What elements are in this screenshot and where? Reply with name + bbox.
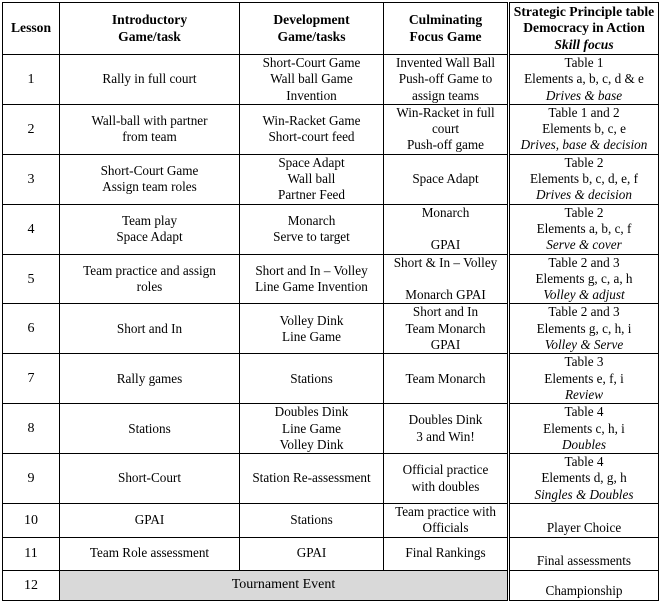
header-introductory-game [60,3,240,55]
culm-line: Officials [422,520,469,536]
table-row [3,104,659,154]
table-row [3,254,659,304]
introductory-game-cell [60,454,240,504]
development-game-cell [240,254,384,304]
header-skill-focus: Skill focus [554,36,614,52]
strategic-principle-cell [509,504,659,538]
strat-line: Table 2 [564,154,604,170]
strat-line: Elements a, b, c, f [536,220,632,236]
strat-line: Elements d, g, h [541,470,627,486]
championship-cell: Championship [509,570,659,600]
culm-line: with doubles [411,478,480,494]
culminating-game-cell [384,254,509,304]
introductory-game-cell [60,537,240,570]
lesson-number-cell: 10 [3,504,60,538]
culminating-game-cell [384,354,509,404]
strat-line: Table 1 [564,55,604,70]
culm-line: Monarch [421,204,470,220]
skill-focus-text: Serve & cover [546,237,622,253]
table-body [3,55,659,601]
introductory-game-cell [60,504,240,538]
lesson-plan-table [2,2,659,601]
culminating-game-cell [384,154,509,204]
header-intro-line: Introductory [111,12,188,28]
development-game-cell [240,304,384,354]
skill-focus-text: Doubles [562,436,606,452]
skill-focus-text: Drives & decision [536,187,632,203]
lesson-number-cell: 11 [3,537,60,570]
culminating-game-cell [384,404,509,454]
lesson-number-cell: 2 [3,104,60,154]
table-row [3,454,659,504]
culminating-game-cell [384,504,509,538]
strat-line: Table 4 [564,404,604,420]
header-strategic-principle [509,3,659,55]
skill-focus-text: Review [564,386,604,402]
strategic-principle-cell [509,304,659,354]
table-row [3,354,659,404]
development-game-cell [240,354,384,404]
culm-line: Team practice with [395,504,496,520]
lesson-number-cell: 4 [3,204,60,254]
intro-line: Team practice and assign [83,262,216,278]
header-strat-line: Strategic Principle table [513,3,655,19]
strat-line: Elements g, c, h, i [536,320,632,336]
table-row [3,204,659,254]
culm-line: Team Monarch [405,370,486,386]
introductory-game-cell [60,55,240,105]
culm-line: Short and In [412,304,479,320]
dev-line: Line Game Invention [255,279,368,294]
strategic-principle-cell [509,354,659,404]
introductory-game-cell [60,354,240,404]
strat-line: Elements e, f, i [544,370,624,386]
intro-line: Team play [121,212,178,228]
header-dev-line: Development [273,12,350,28]
header-culm-line: Focus Game [409,28,482,44]
strat-line: Table 1 and 2 [548,104,620,120]
development-game-cell [240,204,384,254]
development-game-cell [240,104,384,154]
skill-focus-text: Volley & adjust [543,287,625,303]
intro-line: Rally games [116,370,183,386]
strat-line: Elements c, h, i [543,420,625,436]
skill-focus-text: Drives & base [545,87,623,103]
development-game-cell [240,537,384,570]
culm-line: Monarch GPAI [405,287,486,303]
dev-line: Stations [290,370,333,386]
dev-line: GPAI [296,545,327,561]
strategic-principle-cell [509,204,659,254]
table-header-row [3,3,659,55]
culm-line: Official practice [402,462,489,478]
table-row [3,55,659,105]
skill-focus-text: Singles & Doubles [534,486,634,502]
strat-line: Table 3 [564,354,604,370]
introductory-game-cell [60,254,240,304]
intro-line: Short-Court Game [100,162,199,178]
dev-line: Stations [290,512,333,528]
header-culm-line: Culminating [408,12,483,28]
strat-line: Table 2 [564,204,604,220]
strat-line: Elements b, c, e [542,121,626,137]
culminating-game-cell [384,204,509,254]
culminating-game-cell [384,537,509,570]
development-game-cell [240,504,384,538]
lesson-number-cell: 7 [3,354,60,404]
intro-line: roles [136,279,163,294]
culm-line: Invented Wall Ball [395,55,496,70]
strat-line: Elements a, b, c, d & e [524,71,644,87]
dev-line: Short-court feed [268,129,355,145]
strat-line: Table 2 and 3 [548,254,620,270]
strategic-principle-cell [509,454,659,504]
intro-line: Rally in full court [102,71,197,87]
culm-line: Push-off Game to [398,71,493,87]
dev-line: Serve to target [273,229,350,245]
header-dev-line: Game/tasks [277,28,346,44]
strategic-principle-cell [509,254,659,304]
tournament-event-cell: Tournament Event [60,570,509,600]
culm-line: court [431,121,460,137]
skill-focus-text: Drives, base & decision [520,137,648,153]
header-development-game [240,3,384,55]
strat-line: Elements g, c, a, h [535,270,633,286]
strat-line: Table 2 and 3 [548,304,620,320]
culm-line: Push-off game [406,137,485,153]
strategic-principle-cell [509,537,659,570]
table-row [3,304,659,354]
header-strat-line: Democracy in Action [523,20,645,36]
strat-line: Elements b, c, d, e, f [529,171,639,187]
introductory-game-cell [60,104,240,154]
culminating-game-cell [384,104,509,154]
development-game-cell [240,404,384,454]
introductory-game-cell [60,304,240,354]
header-intro-line: Game/task [118,28,181,44]
culm-line: assign teams [411,87,480,103]
dev-line: Volley Dink [279,312,344,328]
intro-line: Stations [128,420,171,436]
culminating-game-cell [384,454,509,504]
dev-line: Invention [286,87,337,103]
dev-line: Short-Court Game [262,55,361,70]
culminating-game-cell [384,55,509,105]
strat-line: Table 4 [564,454,604,470]
introductory-game-cell [60,204,240,254]
intro-line: Assign team roles [102,179,197,195]
culm-line [387,221,504,237]
culm-line: Team Monarch [405,320,486,336]
dev-line: Short and In – Volley [255,262,368,278]
culm-line: Short & In – Volley [393,254,498,270]
dev-line: Station Re-assessment [252,470,371,486]
table-row [3,404,659,454]
dev-line: Line Game [282,420,341,436]
table-row [3,154,659,204]
dev-line: Doubles Dink [274,404,349,420]
dev-line: Win-Racket Game [262,113,361,129]
strat-line: Player Choice [546,520,622,536]
dev-line: Wall ball [287,171,336,187]
strategic-principle-cell [509,55,659,105]
dev-line: Volley Dink [279,436,344,452]
strategic-principle-cell [509,404,659,454]
development-game-cell [240,55,384,105]
culminating-game-cell [384,304,509,354]
intro-line: Wall-ball with partner [91,113,208,129]
strategic-principle-cell [509,104,659,154]
dev-line: Space Adapt [278,154,345,170]
culm-line: Final Rankings [405,545,486,561]
development-game-cell [240,154,384,204]
intro-line: Space Adapt [116,229,183,245]
culm-line: 3 and Win! [416,428,475,444]
skill-focus-text: Volley & Serve [544,337,624,353]
dev-line: Wall ball Game [270,71,353,87]
intro-line: Short-Court [117,470,181,486]
intro-line: GPAI [134,512,165,528]
strat-line: Final assessments [536,553,632,569]
intro-line: Short and In [116,320,183,336]
intro-line: from team [122,129,177,145]
lesson-number-cell: 1 [3,55,60,105]
lesson-number-cell: 3 [3,154,60,204]
development-game-cell [240,454,384,504]
culm-line: GPAI [430,237,461,253]
lesson-number-cell: 6 [3,304,60,354]
header-lesson: Lesson [3,3,60,55]
culm-line: Win-Racket in full [396,104,495,120]
lesson-number-cell: 12 [3,570,60,600]
introductory-game-cell [60,154,240,204]
culm-line: GPAI [430,337,461,353]
intro-line: Team Role assessment [89,545,210,561]
dev-line: Partner Feed [277,187,345,203]
dev-line: Monarch [287,212,336,228]
header-culminating-game [384,3,509,55]
lesson-number-cell: 5 [3,254,60,304]
culm-line: Space Adapt [412,171,479,187]
introductory-game-cell [60,404,240,454]
strategic-principle-cell [509,154,659,204]
table-row [3,504,659,538]
culm-line [387,271,504,287]
culm-line: Doubles Dink [408,412,483,428]
dev-line: Line Game [282,328,341,344]
table-row [3,537,659,570]
lesson-number-cell: 9 [3,454,60,504]
lesson-number-cell: 8 [3,404,60,454]
